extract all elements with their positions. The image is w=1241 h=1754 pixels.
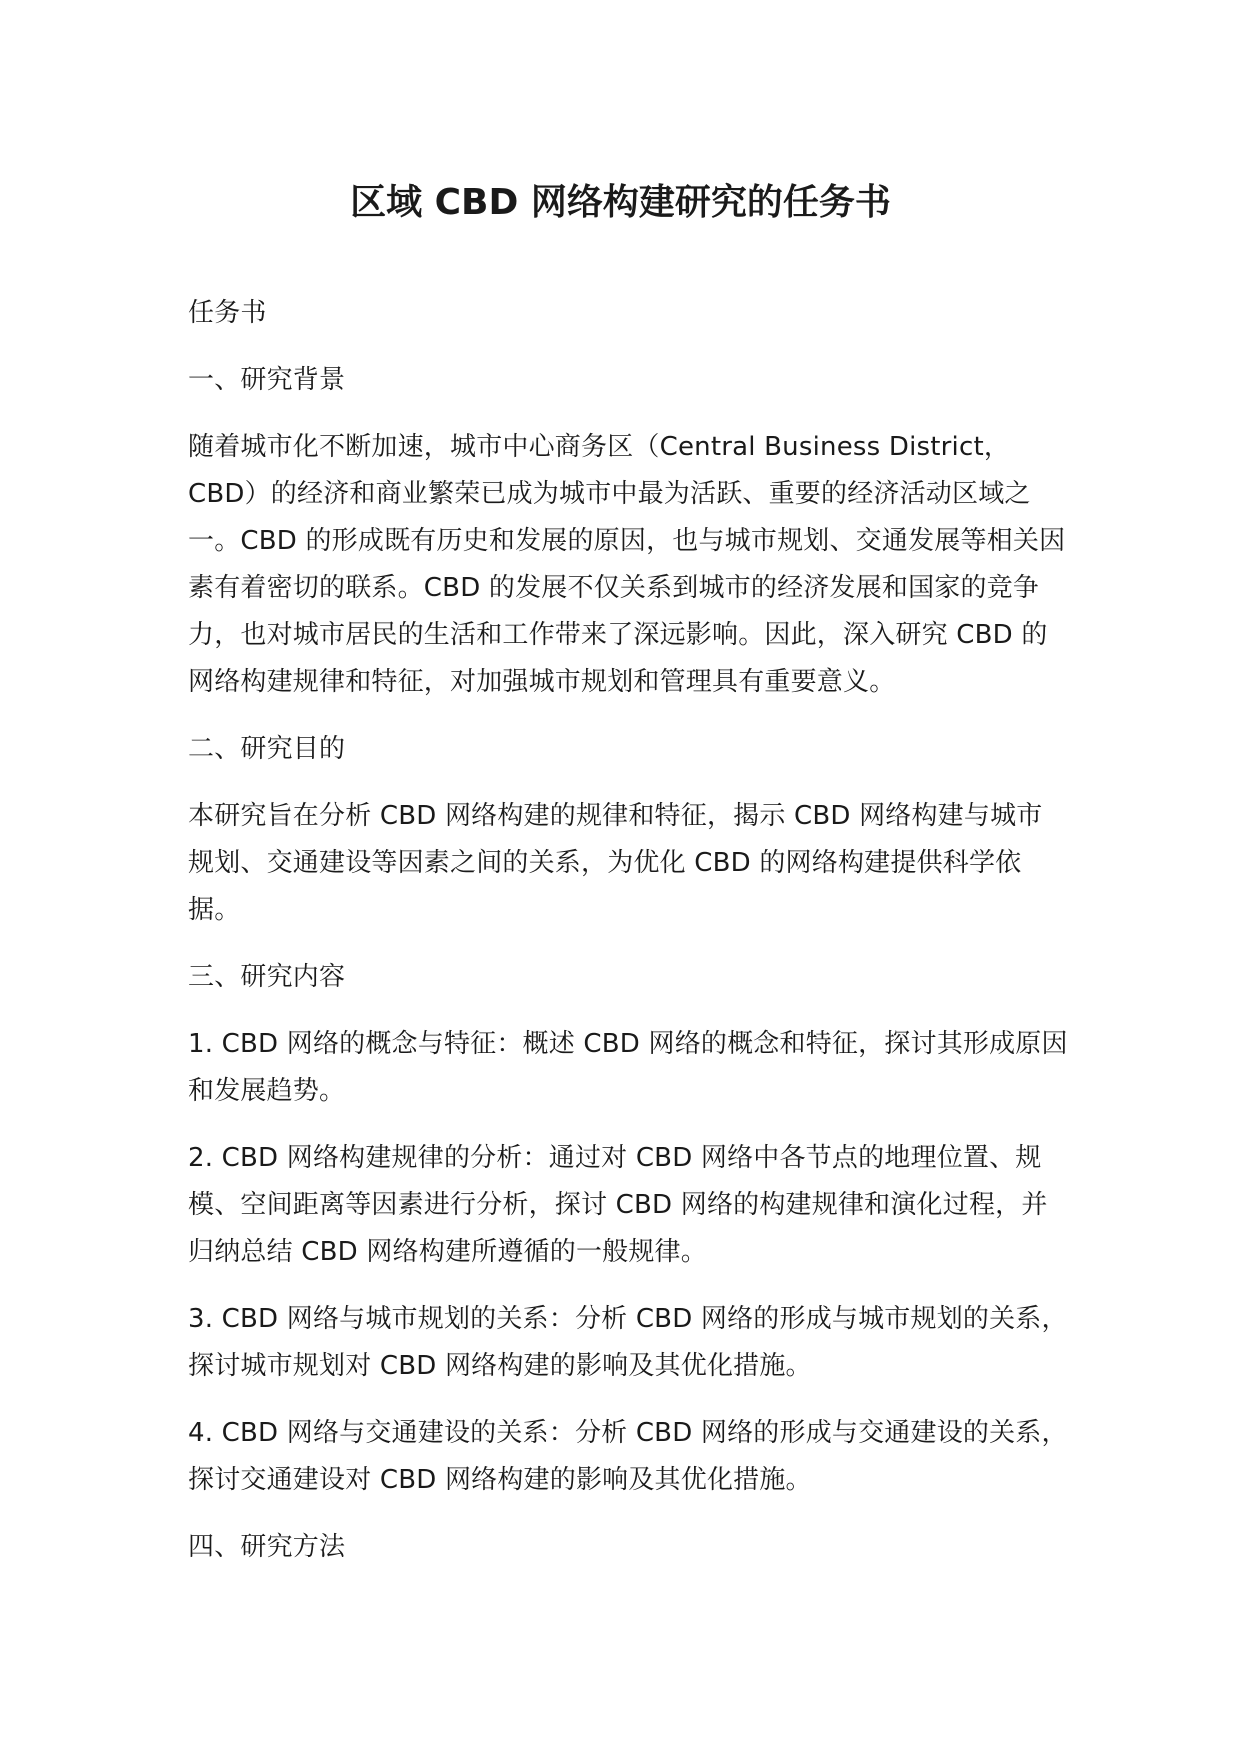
paragraph-purpose: 本研究旨在分析 CBD 网络构建的规律和特征，揭示 CBD 网络构建与城市规划、交通建设等因素之间的关系，为优化 CBD 的网络构建提供科学依据。: [188, 801, 1043, 925]
content-item-1: 1. CBD 网络的概念与特征：概述 CBD 网络的概念和特征，探讨其形成原因和发展趋势。: [188, 1029, 1068, 1106]
document-title: 区域 CBD 网络构建研究的任务书: [350, 182, 891, 223]
content-item-2: 2. CBD 网络构建规律的分析：通过对 CBD 网络中各节点的地理位置、规模、空间距离等因素进行分析，探讨 CBD 网络的构建规律和演化过程，并归纳总结 CBD 网络构建所遵循的一般规律。: [188, 1143, 1048, 1267]
section-heading-method: 四、研究方法: [188, 1532, 346, 1562]
content-item-3: 3. CBD 网络与城市规划的关系：分析 CBD 网络的形成与城市规划的关系，探讨城市规划对 CBD 网络构建的影响及其优化措施。: [188, 1304, 1068, 1381]
document-body: [188, 290, 1068, 1591]
section-heading-content: 三、研究内容: [188, 962, 346, 992]
section-heading-background: 一、研究背景: [188, 365, 346, 395]
content-item-4: 4. CBD 网络与交通建设的关系：分析 CBD 网络的形成与交通建设的关系，探讨交通建设对 CBD 网络构建的影响及其优化措施。: [188, 1418, 1068, 1495]
section-heading-purpose: 二、研究目的: [188, 734, 346, 764]
document-label: 任务书: [188, 298, 267, 328]
paragraph-background: 随着城市化不断加速，城市中心商务区（Central Business District，CBD）的经济和商业繁荣已成为城市中最为活跃、重要的经济活动区域之一。CBD 的形成既有历史和发展的原因，也与城市规划、交通发展等相关因素有着密切的联系。CBD 的发展不仅关系到城市的经济发展和国家的竞争力，也对城市居民的生活和工作带来了深远影响。因此，深入研究 CBD 的网络构建规律和特征，对加强城市规划和管理具有重要意义。: [188, 432, 1066, 697]
